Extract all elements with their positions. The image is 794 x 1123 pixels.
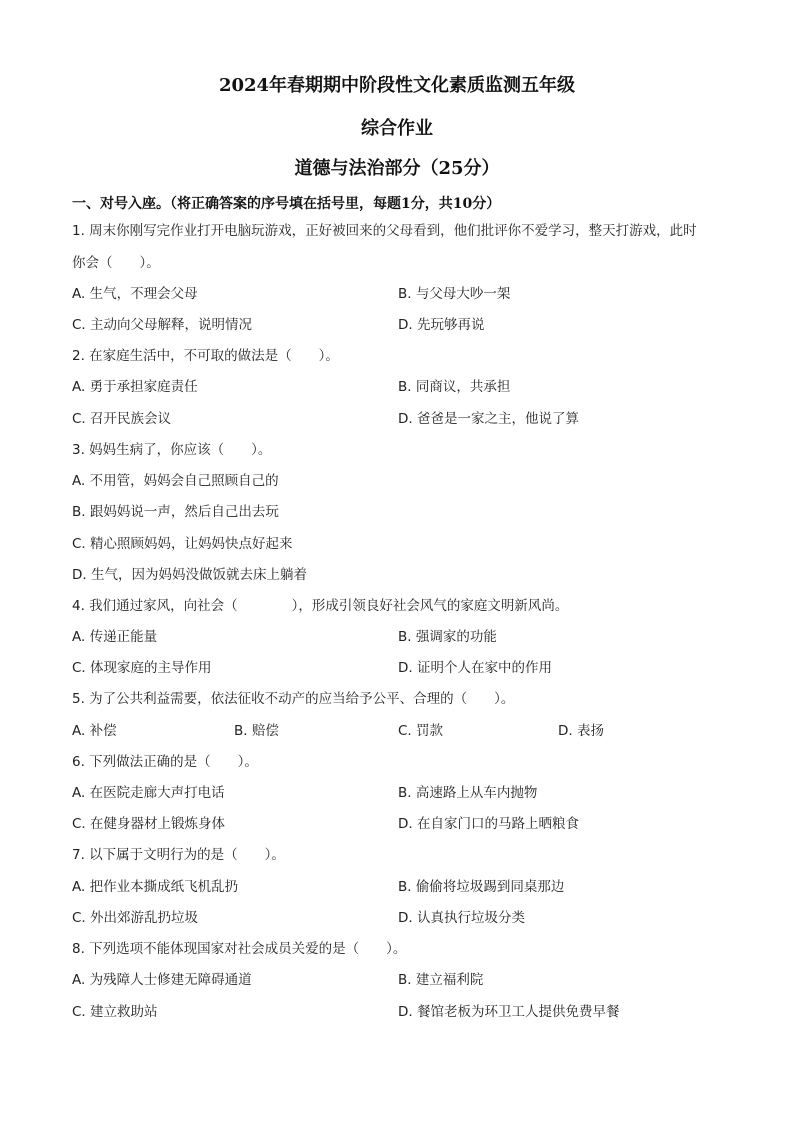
question-stem: 5. 为了公共利益需要，依法征收不动产的应当给予公平、合理的（ ）。 <box>72 691 515 707</box>
question-stem: 2. 在家庭生活中，不可取的做法是（ ）。 <box>72 348 339 364</box>
question-stem: 6. 下列做法正确的是（ ）。 <box>72 754 258 770</box>
option-b: B. 同商议，共承担 <box>398 379 511 395</box>
option-a: A. 补偿 <box>72 723 117 739</box>
option-c: C. 在健身器材上锻炼身体 <box>72 816 226 832</box>
option-a: A. 在医院走廊大声打电话 <box>72 785 225 801</box>
section-heading: 一、对号入座。（将正确答案的序号填在括号里，每题1分，共10分） <box>72 196 501 212</box>
option-c: C. 精心照顾妈妈，让妈妈快点好起来 <box>72 536 293 552</box>
option-a: A. 不用管，妈妈会自己照顾自己的 <box>72 473 279 489</box>
option-c: C. 主动向父母解释，说明情况 <box>72 317 253 333</box>
option-d: D. 证明个人在家中的作用 <box>398 660 552 676</box>
option-c: C. 建立救助站 <box>72 1004 158 1020</box>
option-b: B. 与父母大吵一架 <box>398 286 511 302</box>
option-d: D. 先玩够再说 <box>398 317 485 333</box>
option-a: A. 传递正能量 <box>72 629 158 645</box>
exam-subtitle: 综合作业 <box>361 118 433 139</box>
option-d: D. 爸爸是一家之主，他说了算 <box>398 411 579 427</box>
question-stem: 3. 妈妈生病了，你应该（ ）。 <box>72 442 272 458</box>
option-b: B. 建立福利院 <box>398 972 484 988</box>
question-stem-continued: 你会（ ）。 <box>72 255 160 271</box>
option-c: C. 外出郊游乱扔垃圾 <box>72 910 199 926</box>
option-c: C. 召开民族会议 <box>72 411 172 427</box>
question-stem: 1. 周末你刚写完作业打开电脑玩游戏，正好被回来的父母看到，他们批评你不爱学习，整天打游戏，此时 <box>72 223 697 239</box>
option-a: A. 把作业本撕成纸飞机乱扔 <box>72 879 239 895</box>
question-stem: 4. 我们通过家风，向社会（ ），形成引领良好社会风气的家庭文明新风尚。 <box>72 598 569 614</box>
option-c: C. 罚款 <box>398 723 444 739</box>
option-b: B. 赔偿 <box>234 723 279 739</box>
option-b: B. 偷偷将垃圾踢到同桌那边 <box>398 879 565 895</box>
option-c: C. 体现家庭的主导作用 <box>72 660 212 676</box>
question-stem: 8. 下列选项不能体现国家对社会成员关爱的是（ ）。 <box>72 941 407 957</box>
exam-title: 2024年春期期中阶段性文化素质监测五年级 <box>218 75 576 96</box>
option-d: D. 表扬 <box>558 723 604 739</box>
question-stem: 7. 以下属于文明行为的是（ ）。 <box>72 847 285 863</box>
option-b: B. 跟妈妈说一声，然后自己出去玩 <box>72 504 279 520</box>
section-title: 道德与法治部分（25分） <box>294 158 500 179</box>
option-d: D. 餐馆老板为环卫工人提供免费早餐 <box>398 1004 620 1020</box>
option-b: B. 高速路上从车内抛物 <box>398 785 538 801</box>
option-b: B. 强调家的功能 <box>398 629 497 645</box>
option-d: D. 生气，因为妈妈没做饭就去床上躺着 <box>72 567 307 583</box>
option-a: A. 生气，不理会父母 <box>72 286 198 302</box>
option-a: A. 勇于承担家庭责任 <box>72 379 198 395</box>
option-d: D. 在自家门口的马路上晒粮食 <box>398 816 579 832</box>
option-d: D. 认真执行垃圾分类 <box>398 910 525 926</box>
option-a: A. 为残障人士修建无障碍通道 <box>72 972 252 988</box>
